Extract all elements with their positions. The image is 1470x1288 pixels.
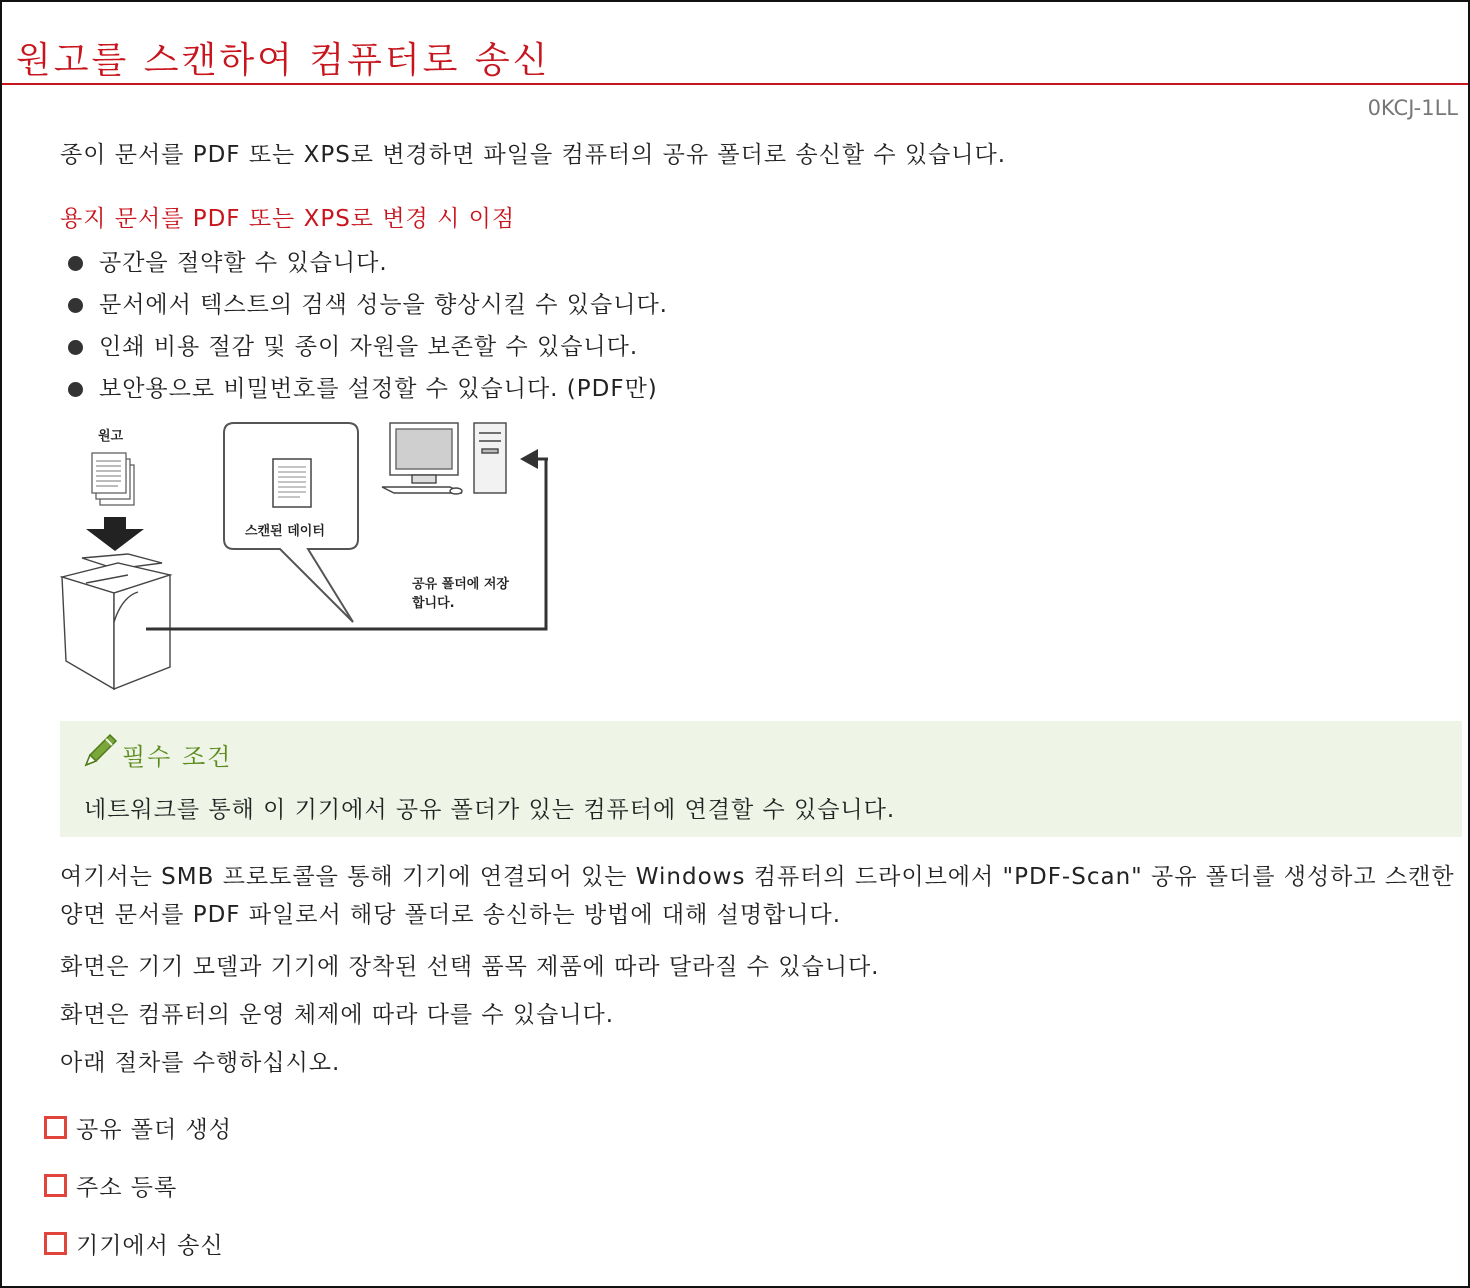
printer-icon xyxy=(62,554,170,689)
benefit-text: 인쇄 비용 절감 및 종이 자원을 보존할 수 있습니다. xyxy=(99,334,639,360)
steps-instruction: 아래 절차를 수행하십시오. xyxy=(60,1050,341,1076)
benefit-text: 문서에서 텍스트의 검색 성능을 향상시킬 수 있습니다. xyxy=(99,292,668,318)
bullet-icon xyxy=(68,298,83,313)
benefit-text: 공간을 절약할 수 있습니다. xyxy=(99,250,388,276)
document-id: 0KCJ-1LL xyxy=(1367,96,1458,120)
scanned-data-bubble xyxy=(224,423,358,622)
list-item xyxy=(68,368,668,410)
link-create-shared-folder[interactable] xyxy=(44,1098,232,1156)
checkbox-square-icon xyxy=(44,1232,67,1255)
note-text: 네트워크를 통해 이 기기에서 공유 폴더가 있는 컴퓨터에 연결할 수 있습니다. xyxy=(84,797,896,823)
smb-description: 여기서는 SMB 프로토콜을 통해 기기에 연결되어 있는 Windows 컴퓨터의 드라이브에서 "PDF-Scan" 공유 폴더를 생성하고 스캔한 양면 문서를 PDF 파일로서 해당 폴더로 송신하는 방법에 대해 설명합니다. xyxy=(60,864,1455,928)
document-icon xyxy=(273,459,311,507)
bullet-icon xyxy=(68,340,83,355)
scanned-data-label: 스캔된 데이터 xyxy=(245,524,325,539)
prerequisite-note xyxy=(60,721,1462,837)
link-label: 기기에서 송신 xyxy=(76,1232,224,1259)
procedure-links xyxy=(44,1098,232,1272)
screen-note-os: 화면은 컴퓨터의 운영 체제에 따라 다를 수 있습니다. xyxy=(60,1002,615,1028)
bullet-icon xyxy=(68,256,83,271)
title-divider xyxy=(2,83,1468,85)
benefits-heading: 용지 문서를 PDF 또는 XPS로 변경 시 이점 xyxy=(60,206,516,232)
link-send-from-machine[interactable] xyxy=(44,1214,232,1272)
list-item xyxy=(68,284,668,326)
document-stack-icon xyxy=(92,453,134,505)
link-register-address[interactable] xyxy=(44,1156,232,1214)
link-label: 주소 등록 xyxy=(76,1174,178,1201)
list-item xyxy=(68,326,668,368)
page-title: 원고를 스캔하여 컴퓨터로 송신 xyxy=(16,40,551,81)
benefits-list xyxy=(68,242,668,410)
original-label: 원고 xyxy=(98,429,124,444)
intro-text: 종이 문서를 PDF 또는 XPS로 변경하면 파일을 컴퓨터의 공유 폴더로 송신할 수 있습니다. xyxy=(60,142,1007,168)
bullet-icon xyxy=(68,382,83,397)
pencil-icon xyxy=(80,731,120,771)
note-title: 필수 조건 xyxy=(122,743,233,771)
link-label: 공유 폴더 생성 xyxy=(76,1116,232,1143)
arrow-left-icon xyxy=(520,449,538,469)
save-label-line2: 합니다. xyxy=(412,596,455,611)
scan-to-folder-illustration xyxy=(58,417,558,702)
computer-icon xyxy=(382,423,506,494)
benefit-text: 보안용으로 비밀번호를 설정할 수 있습니다. (PDF만) xyxy=(99,376,658,402)
screen-note-model: 화면은 기기 모델과 기기에 장착된 선택 품목 제품에 따라 달라질 수 있습니다. xyxy=(60,954,880,980)
checkbox-square-icon xyxy=(44,1174,67,1197)
save-label-line1: 공유 폴더에 저장 xyxy=(412,577,509,592)
checkbox-square-icon xyxy=(44,1116,67,1139)
down-arrow-icon xyxy=(86,517,144,551)
list-item xyxy=(68,242,668,284)
